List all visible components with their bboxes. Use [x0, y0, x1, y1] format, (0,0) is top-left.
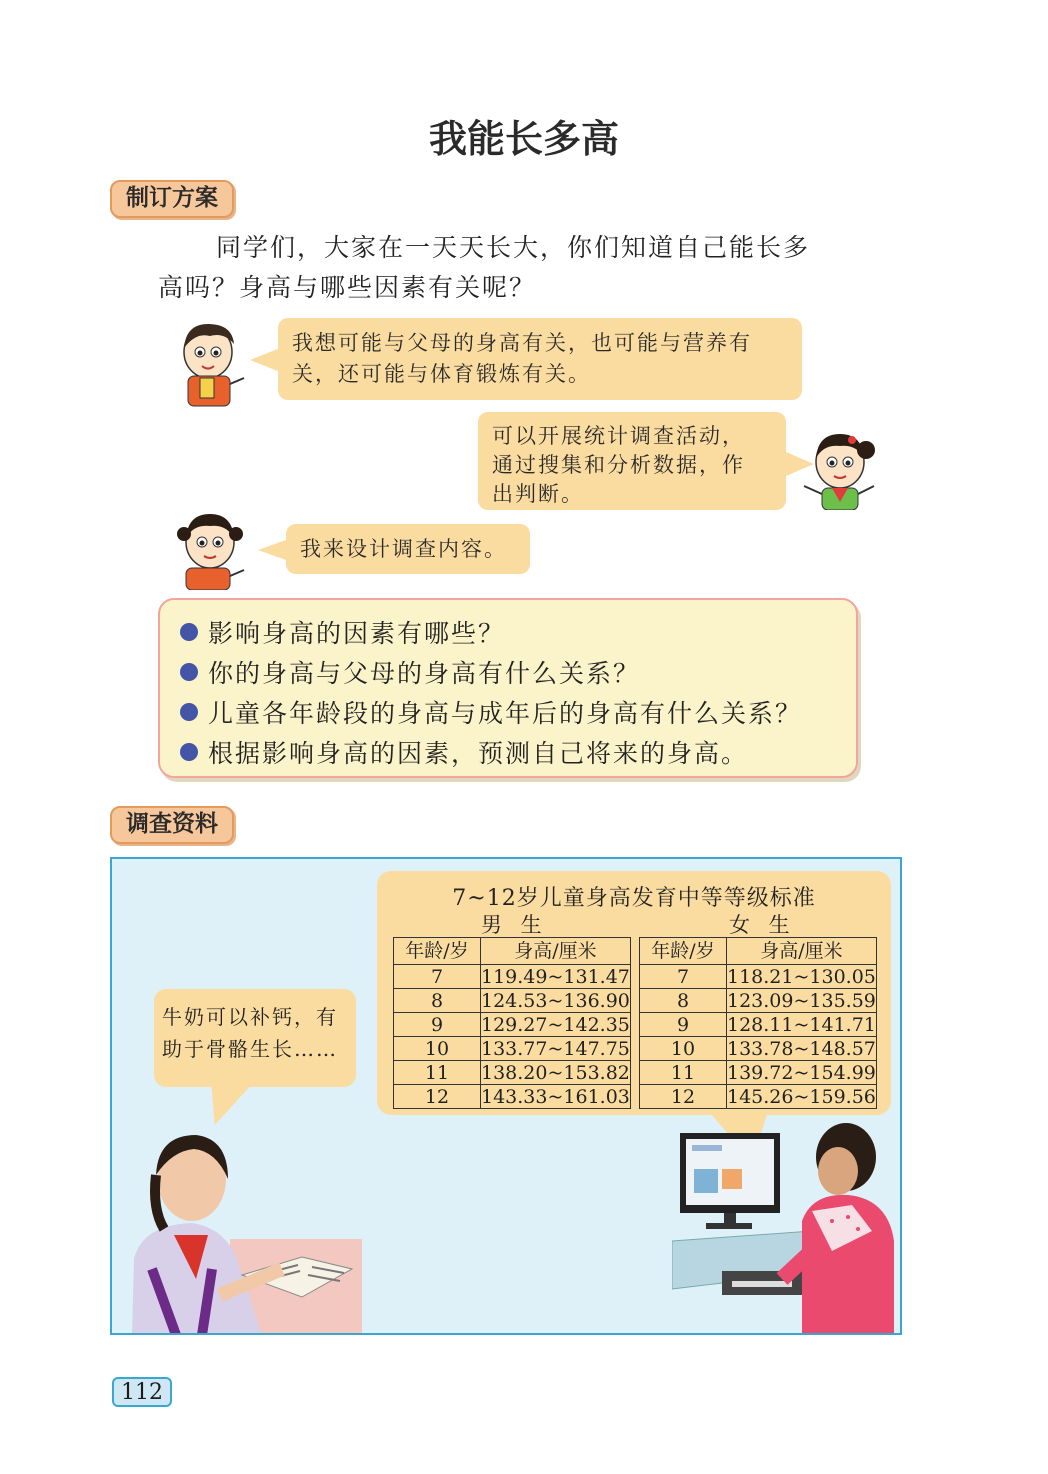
table-row: 8 123.09~135.59	[640, 989, 877, 1013]
boys-label: 男 生	[481, 913, 548, 937]
girls-height-table	[639, 937, 877, 1109]
intro-line-2: 高吗？身高与哪些因素有关呢？	[158, 273, 537, 302]
question-item: 你的身高与父母的身高有什么关系？	[180, 654, 640, 690]
bullet-icon	[180, 743, 198, 761]
milk-line-1: 牛奶可以补钙，有	[162, 1005, 338, 1029]
boy-speech-bubble	[278, 318, 802, 400]
girl-illustration-left	[176, 508, 248, 590]
table-row: 9 129.27~142.35	[394, 1013, 631, 1037]
girl-reading-photo	[112, 1119, 362, 1335]
table-row: 11 139.72~154.99	[640, 1061, 877, 1085]
bubble2-line3: 出判断。	[492, 482, 584, 506]
boys-height-table	[393, 937, 631, 1109]
bubble1-line2: 关，还可能与体育锻炼有关。	[292, 362, 591, 386]
boy-computer-photo	[672, 1121, 902, 1335]
page-title: 我能长多高	[428, 117, 619, 161]
girl-illustration-right	[800, 428, 878, 510]
milk-speech-bubble	[154, 989, 356, 1087]
table-row: 7 119.49~131.47	[394, 965, 631, 989]
boy-illustration	[176, 318, 248, 408]
table-row: 8 124.53~136.90	[394, 989, 631, 1013]
table-row: 12 143.33~161.03	[394, 1085, 631, 1109]
question-item: 影响身高的因素有哪些？	[180, 614, 505, 650]
bubble2-line2: 通过搜集和分析数据，作	[492, 453, 745, 477]
col-height-header: 身高/厘米	[727, 938, 877, 965]
intro-line-1: 同学们，大家在一天天长大，你们知道自己能长多	[216, 233, 811, 262]
bubble3-text: 我来设计调查内容。	[300, 537, 507, 561]
height-standard-box	[377, 871, 891, 1115]
bubble1-line1: 我想可能与父母的身高有关，也可能与营养有	[292, 331, 752, 355]
table-row: 9 128.11~141.71	[640, 1013, 877, 1037]
section-tag-plan: 制订方案	[110, 180, 234, 218]
question-item: 儿童各年龄段的身高与成年后的身高有什么关系？	[180, 694, 802, 730]
col-age-header: 年龄/岁	[394, 938, 481, 965]
table-row: 7 118.21~130.05	[640, 965, 877, 989]
question-item: 根据影响身高的因素，预测自己将来的身高。	[180, 734, 748, 770]
survey-questions-box	[158, 598, 858, 778]
intro-paragraph	[158, 228, 878, 308]
bubble1-tail	[250, 348, 280, 372]
milk-line-2: 助于骨骼生长……	[162, 1037, 338, 1061]
table-row: 10 133.77~147.75	[394, 1037, 631, 1061]
col-height-header: 身高/厘米	[481, 938, 631, 965]
bubble2-line1: 可以开展统计调查活动，	[492, 424, 745, 448]
col-age-header: 年龄/岁	[640, 938, 727, 965]
table-row: 10 133.78~148.57	[640, 1037, 877, 1061]
girls-label: 女 生	[729, 913, 796, 937]
bubble3-tail	[258, 540, 286, 560]
height-table-title: 7~12岁儿童身高发育中等等级标准	[452, 886, 816, 911]
bullet-icon	[180, 663, 198, 681]
girl-speech-bubble	[478, 412, 786, 510]
table-row: 12 145.26~159.56	[640, 1085, 877, 1109]
section-tag-data: 调查资料	[110, 806, 234, 844]
page-number: 112	[112, 1377, 172, 1407]
girl-left-speech-bubble	[286, 524, 530, 574]
survey-data-panel	[110, 857, 902, 1335]
bullet-icon	[180, 703, 198, 721]
table-row: 11 138.20~153.82	[394, 1061, 631, 1085]
bullet-icon	[180, 623, 198, 641]
